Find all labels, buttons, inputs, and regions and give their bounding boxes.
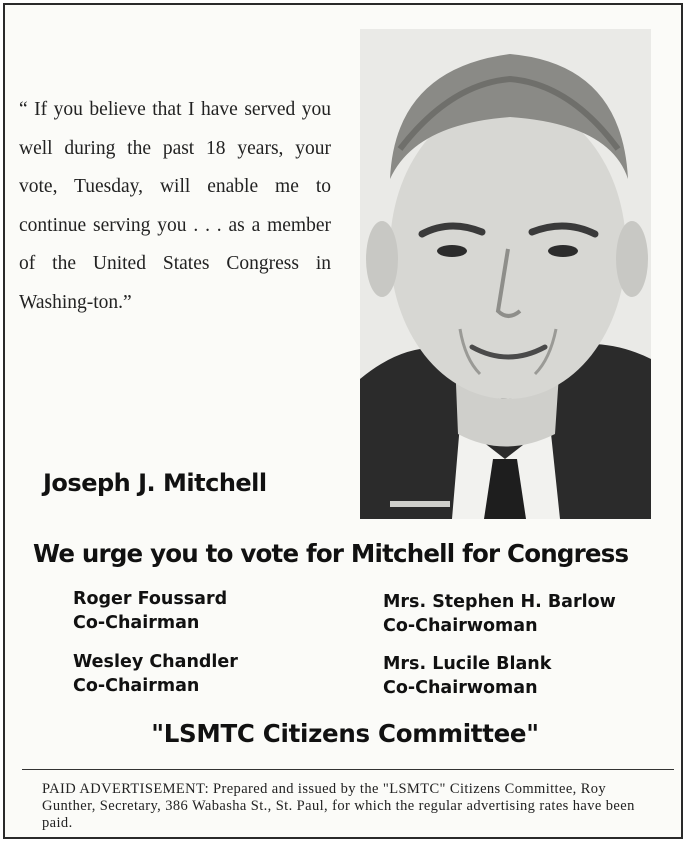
member-title: Co-Chairman (73, 676, 200, 696)
committee-name: "LSMTC Citizens Committee" (151, 719, 539, 748)
advertisement-frame (3, 3, 683, 839)
member-title: Co-Chairwoman (383, 616, 538, 636)
member-wesley-chandler (73, 650, 238, 698)
member-title: Co-Chairwoman (383, 678, 538, 698)
member-lucile-blank (383, 652, 551, 700)
campaign-quote: “ If you believe that I have served you well during the past 18 years, your vote, Tuesday, will enable me to continue serving you . . . as a member of the United States Congress in Washing-ton.” (19, 99, 331, 313)
member-roger-foussard (73, 587, 227, 635)
member-name: Mrs. Lucile Blank (383, 654, 552, 674)
paid-advertisement-notice: PAID ADVERTISEMENT: Prepared and issued by the "LSMTC" Citizens Committee, Roy Gunther, Secretary, 386 Wabasha St., St. Paul, for which the regular advertising rates have been paid. (42, 781, 635, 831)
member-name: Roger Foussard (73, 589, 228, 609)
candidate-name: Joseph J. Mitchell (43, 469, 267, 497)
candidate-portrait (360, 29, 651, 519)
member-name: Mrs. Stephen H. Barlow (383, 592, 616, 612)
member-name: Wesley Chandler (73, 652, 238, 672)
member-stephen-barlow (383, 590, 616, 638)
headline: We urge you to vote for Mitchell for Congress (33, 539, 629, 568)
divider (22, 769, 674, 770)
member-title: Co-Chairman (73, 613, 200, 633)
